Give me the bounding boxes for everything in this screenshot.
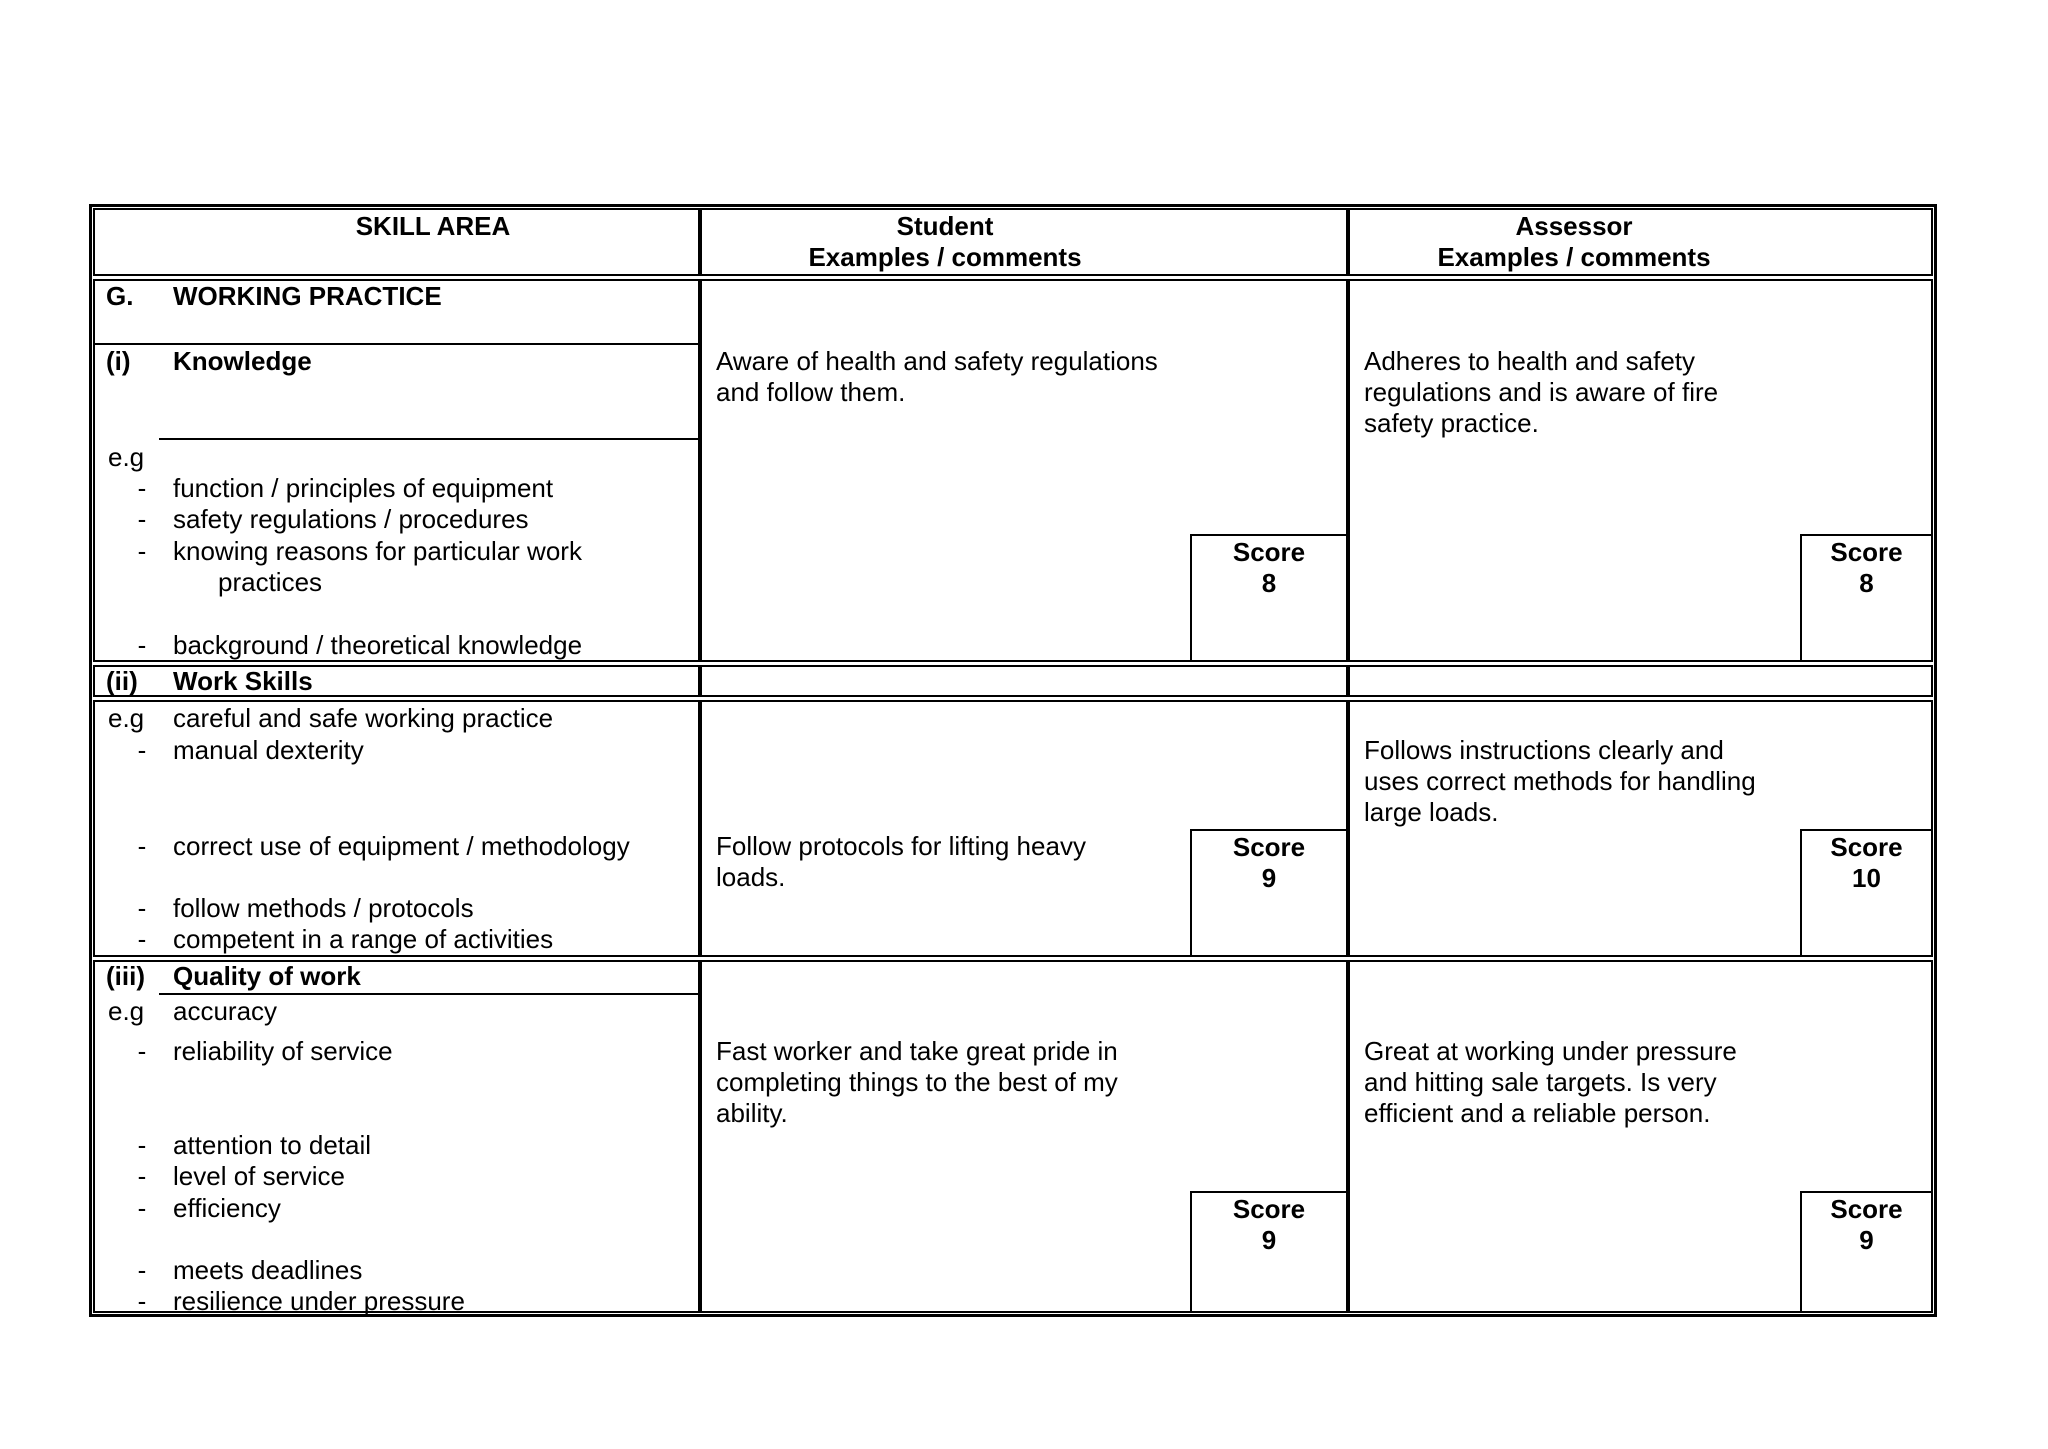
bullet: - — [137, 924, 147, 954]
quality-item: meets deadlines — [173, 1255, 363, 1285]
header-assessor-title: Assessor — [1515, 211, 1633, 241]
quality-eg: e.g — [108, 996, 145, 1026]
quality-title: Quality of work — [173, 961, 361, 991]
work-skills-assessor-title-cell — [1348, 665, 1933, 697]
bullet: - — [137, 893, 147, 923]
knowledge-item-continuation: practices — [218, 567, 323, 597]
quality-item: efficiency — [173, 1193, 281, 1223]
knowledge-assessor-comment: regulations and is aware of fire — [1364, 377, 1719, 407]
bullet: - — [137, 1130, 147, 1160]
knowledge-title: Knowledge — [173, 346, 312, 376]
bullet: - — [137, 1255, 147, 1285]
work-skills-item: competent in a range of activities — [173, 924, 554, 954]
quality-assessor-comment: and hitting sale targets. Is very — [1364, 1067, 1717, 1097]
bullet: - — [137, 1193, 147, 1223]
score-label: Score — [1232, 832, 1306, 862]
bullet: - — [137, 831, 147, 861]
score-label: Score — [1830, 537, 1903, 567]
work-skills-item: correct use of equipment / methodology — [173, 831, 630, 861]
work-skills-student-comment: loads. — [716, 862, 786, 892]
divider-line — [159, 993, 700, 995]
work-skills-assessor-comment: Follows instructions clearly and — [1364, 735, 1724, 765]
quality-item: level of service — [173, 1161, 345, 1191]
section-letter: G. — [106, 281, 134, 311]
knowledge-student-score: 8 — [1261, 568, 1277, 598]
work-skills-item: follow methods / protocols — [173, 893, 474, 923]
knowledge-student-comment: Aware of health and safety regulations — [716, 346, 1158, 376]
quality-assessor-score: 9 — [1859, 1225, 1874, 1255]
quality-student-score: 9 — [1261, 1225, 1277, 1255]
quality-item: attention to detail — [173, 1130, 372, 1160]
bullet: - — [137, 504, 147, 534]
work-skills-title: Work Skills — [173, 666, 313, 696]
header-assessor-sub: Examples / comments — [1437, 242, 1711, 272]
work-skills-student-comment: Follow protocols for lifting heavy — [716, 831, 1086, 861]
quality-numeral: (iii) — [106, 961, 145, 991]
work-skills-numeral: (ii) — [106, 666, 138, 696]
knowledge-numeral: (i) — [106, 346, 131, 376]
divider-line — [93, 343, 700, 345]
header-skill-area: SKILL AREA — [355, 211, 511, 241]
work-skills-assessor-comment: large loads. — [1364, 797, 1499, 827]
knowledge-assessor-comment: safety practice. — [1364, 408, 1539, 438]
score-label: Score — [1232, 537, 1306, 567]
divider-line — [159, 438, 700, 440]
work-skills-student-title-cell — [700, 665, 1348, 697]
knowledge-item: function / principles of equipment — [173, 473, 554, 503]
quality-student-comment: ability. — [716, 1098, 788, 1128]
bullet: - — [137, 536, 147, 566]
quality-assessor-comment: Great at working under pressure — [1364, 1036, 1737, 1066]
knowledge-student-comment: and follow them. — [716, 377, 906, 407]
knowledge-eg: e.g — [108, 442, 145, 472]
knowledge-item: safety regulations / procedures — [173, 504, 529, 534]
bullet: - — [137, 630, 147, 660]
quality-student-comment: completing things to the best of my — [716, 1067, 1118, 1097]
quality-student-comment: Fast worker and take great pride in — [716, 1036, 1118, 1066]
knowledge-item: background / theoretical knowledge — [173, 630, 583, 660]
bullet: - — [137, 473, 147, 503]
score-label: Score — [1232, 1194, 1306, 1224]
quality-assessor-comment: efficient and a reliable person. — [1364, 1098, 1711, 1128]
quality-item: resilience under pressure — [173, 1286, 465, 1316]
score-label: Score — [1830, 832, 1903, 862]
knowledge-assessor-comment: Adheres to health and safety — [1364, 346, 1696, 376]
quality-item: accuracy — [173, 996, 278, 1026]
section-title: WORKING PRACTICE — [173, 281, 442, 311]
bullet: - — [137, 1036, 147, 1066]
work-skills-eg: e.g — [108, 703, 145, 733]
header-student-sub: Examples / comments — [808, 242, 1082, 272]
work-skills-assessor-score: 10 — [1852, 863, 1881, 893]
work-skills-item: careful and safe working practice — [173, 703, 554, 733]
knowledge-assessor-score: 8 — [1859, 568, 1874, 598]
score-label: Score — [1830, 1194, 1903, 1224]
header-student-title: Student — [896, 211, 994, 241]
quality-item: reliability of service — [173, 1036, 393, 1066]
knowledge-item: knowing reasons for particular work — [173, 536, 582, 566]
bullet: - — [137, 1286, 147, 1316]
knowledge-skill-cell — [93, 279, 700, 662]
work-skills-item: manual dexterity — [173, 735, 364, 765]
bullet: - — [137, 1161, 147, 1191]
work-skills-assessor-comment: uses correct methods for handling — [1364, 766, 1756, 796]
bullet: - — [137, 735, 147, 765]
work-skills-student-score: 9 — [1261, 863, 1277, 893]
